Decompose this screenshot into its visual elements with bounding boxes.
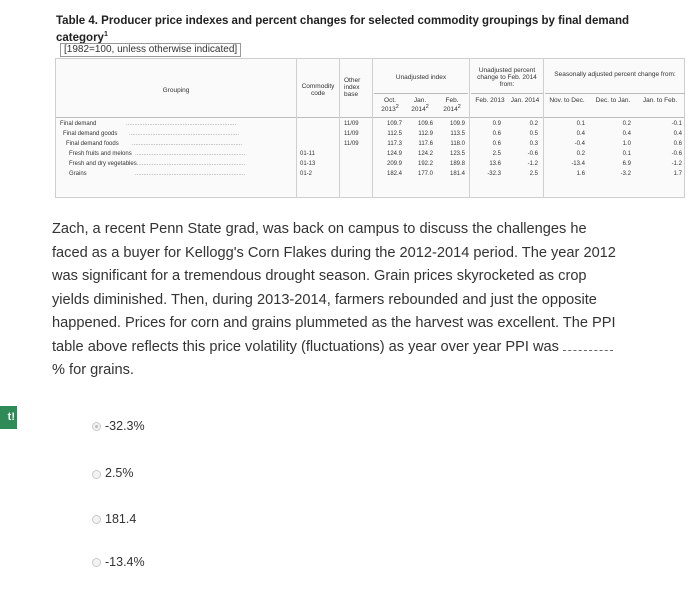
header-other-index-base: Other index base [344, 77, 361, 98]
table-cell: 112.5 [387, 131, 402, 137]
leader-dots: .................................................................. [129, 131, 240, 137]
option-1[interactable]: -32.3% [105, 419, 145, 433]
table-cell: 109.9 [449, 121, 465, 127]
leader-dots: .................................................................. [135, 171, 246, 177]
table-cell: 177.0 [417, 171, 433, 177]
header-commodity-code: Commodity code [301, 83, 335, 97]
table-cell: 2.5 [529, 171, 538, 177]
option-4[interactable]: -13.4% [105, 555, 145, 569]
option-radio-1[interactable] [92, 422, 101, 431]
table-cell: 112.9 [418, 131, 433, 137]
table-cell: 113.5 [450, 131, 465, 137]
leader-dots: .................................................................. [132, 141, 243, 147]
row-label: Fresh and dry vegetables [69, 161, 137, 167]
table-cell: 1.7 [673, 171, 682, 177]
col-oct-2013: Oct. 2013$^2$ [381, 97, 399, 114]
ppi-table [55, 58, 685, 198]
leader-dots: .................................................................. [135, 151, 246, 157]
table-cell: -32.3 [487, 171, 501, 177]
table-cell: 117.6 [418, 141, 433, 147]
table-cell: -13.4 [571, 161, 585, 167]
col-jan-2014: Jan. 2014$^2$ [411, 97, 429, 114]
table-cell: 0.2 [622, 121, 631, 127]
table-cell: 123.5 [449, 151, 465, 157]
table-cell: 6.9 [622, 161, 631, 167]
question-marker: t! [0, 406, 17, 429]
table-cell: 192.2 [417, 161, 433, 167]
table-subtitle: [1982=100, unless otherwise indicated] [60, 43, 241, 57]
table-cell: 0.4 [622, 131, 631, 137]
option-2[interactable]: 2.5% [105, 466, 134, 480]
table-cell: 189.8 [449, 161, 465, 167]
table-cell: 0.4 [576, 131, 585, 137]
row-index-base: 11/09 [344, 141, 359, 147]
table-cell: 0.5 [529, 131, 538, 137]
table-cell: -0.6 [527, 151, 538, 157]
row-commodity-code: 01-13 [300, 161, 316, 167]
table-cell: 1.0 [622, 141, 631, 147]
table-cell: 109.6 [417, 121, 433, 127]
col-jan-feb: Jan. to Feb. [642, 97, 678, 104]
option-radio-4[interactable] [92, 558, 101, 567]
table-cell: 109.7 [386, 121, 402, 127]
table-cell: 124.2 [417, 151, 433, 157]
table-cell: 0.9 [492, 121, 501, 127]
header-unadjusted-index: Unadjusted index [395, 74, 447, 81]
question-text: Zach, a recent Penn State grad, was back on campus to discuss the challenges he faced as a buyer for Kellogg's Corn Flakes during the 2012-2014 period. The year 2012 was significant for a tremendous drought season. Grain prices skyrocketed as crop yields diminished. Then, during 2013-2014, farmers rebounded and just the opposite happened. Prices for corn and grains plummeted as the harvest was excellent. The PPI table above reflects this price volatility (fluctuations) as year over year PPI was % for grains. [52, 221, 616, 378]
table-cell: 2.5 [492, 151, 501, 157]
table-cell: 118.0 [450, 141, 465, 147]
table-cell: -0.4 [574, 141, 585, 147]
table-cell: 13.6 [489, 161, 501, 167]
col-dec-jan: Dec. to Jan. [595, 97, 631, 104]
table-cell: 0.6 [492, 131, 501, 137]
table-cell: 182.4 [386, 171, 402, 177]
option-radio-2[interactable] [92, 470, 101, 479]
row-commodity-code: 01-2 [300, 171, 313, 177]
row-label: Final demand [60, 121, 97, 127]
table-cell: -1.2 [527, 161, 538, 167]
table-cell: 209.9 [386, 161, 402, 167]
row-label: Fresh fruits and melons [69, 151, 132, 157]
table-cell: 0.6 [673, 141, 682, 147]
table-cell: -0.6 [671, 151, 682, 157]
option-3[interactable]: 181.4 [105, 512, 137, 526]
table-cell: 0.4 [673, 131, 682, 137]
table-cell: 0.1 [622, 151, 631, 157]
col-pct-jan-2014: Jan. 2014 [510, 97, 540, 104]
table-cell: 1.6 [576, 171, 585, 177]
table-cell: 0.2 [529, 121, 538, 127]
header-unadjusted-pct: Unadjusted percent change to Feb. 2014 from: [477, 67, 537, 88]
row-label: Final demand goods [63, 131, 118, 137]
table-cell: 0.2 [576, 151, 585, 157]
row-index-base: 11/09 [344, 131, 359, 137]
row-commodity-code: 01-11 [300, 151, 315, 157]
option-radio-3[interactable] [92, 515, 101, 524]
leader-dots: .................................................................. [135, 161, 246, 167]
col-pct-feb-2013: Feb. 2013 [475, 97, 505, 104]
table-cell: -3.2 [620, 171, 631, 177]
row-label: Grains [69, 171, 87, 177]
header-grouping: Grouping [162, 87, 190, 94]
answer-blank [563, 338, 613, 351]
table-cell: 0.3 [529, 141, 538, 147]
row-index-base: 11/09 [344, 121, 359, 127]
table-cell: 117.3 [387, 141, 402, 147]
table-cell: 0.6 [492, 141, 501, 147]
table-cell: 181.4 [449, 171, 465, 177]
leader-dots: .................................................................. [126, 121, 237, 127]
table-title: Table 4. Producer price indexes and percent changes for selected commodity groupings by final demand category$^1$ [56, 15, 630, 44]
table-cell: -1.2 [671, 161, 682, 167]
col-nov-dec: Nov. to Dec. [549, 97, 585, 104]
row-label: Final demand foods [66, 141, 119, 147]
header-seasonally-adjusted: Seasonally adjusted percent change from: [554, 71, 676, 78]
table-cell: -0.1 [671, 121, 682, 127]
table-cell: 124.9 [386, 151, 402, 157]
col-feb-2014: Feb. 2014$^2$ [443, 97, 461, 114]
table-cell: 0.1 [576, 121, 585, 127]
